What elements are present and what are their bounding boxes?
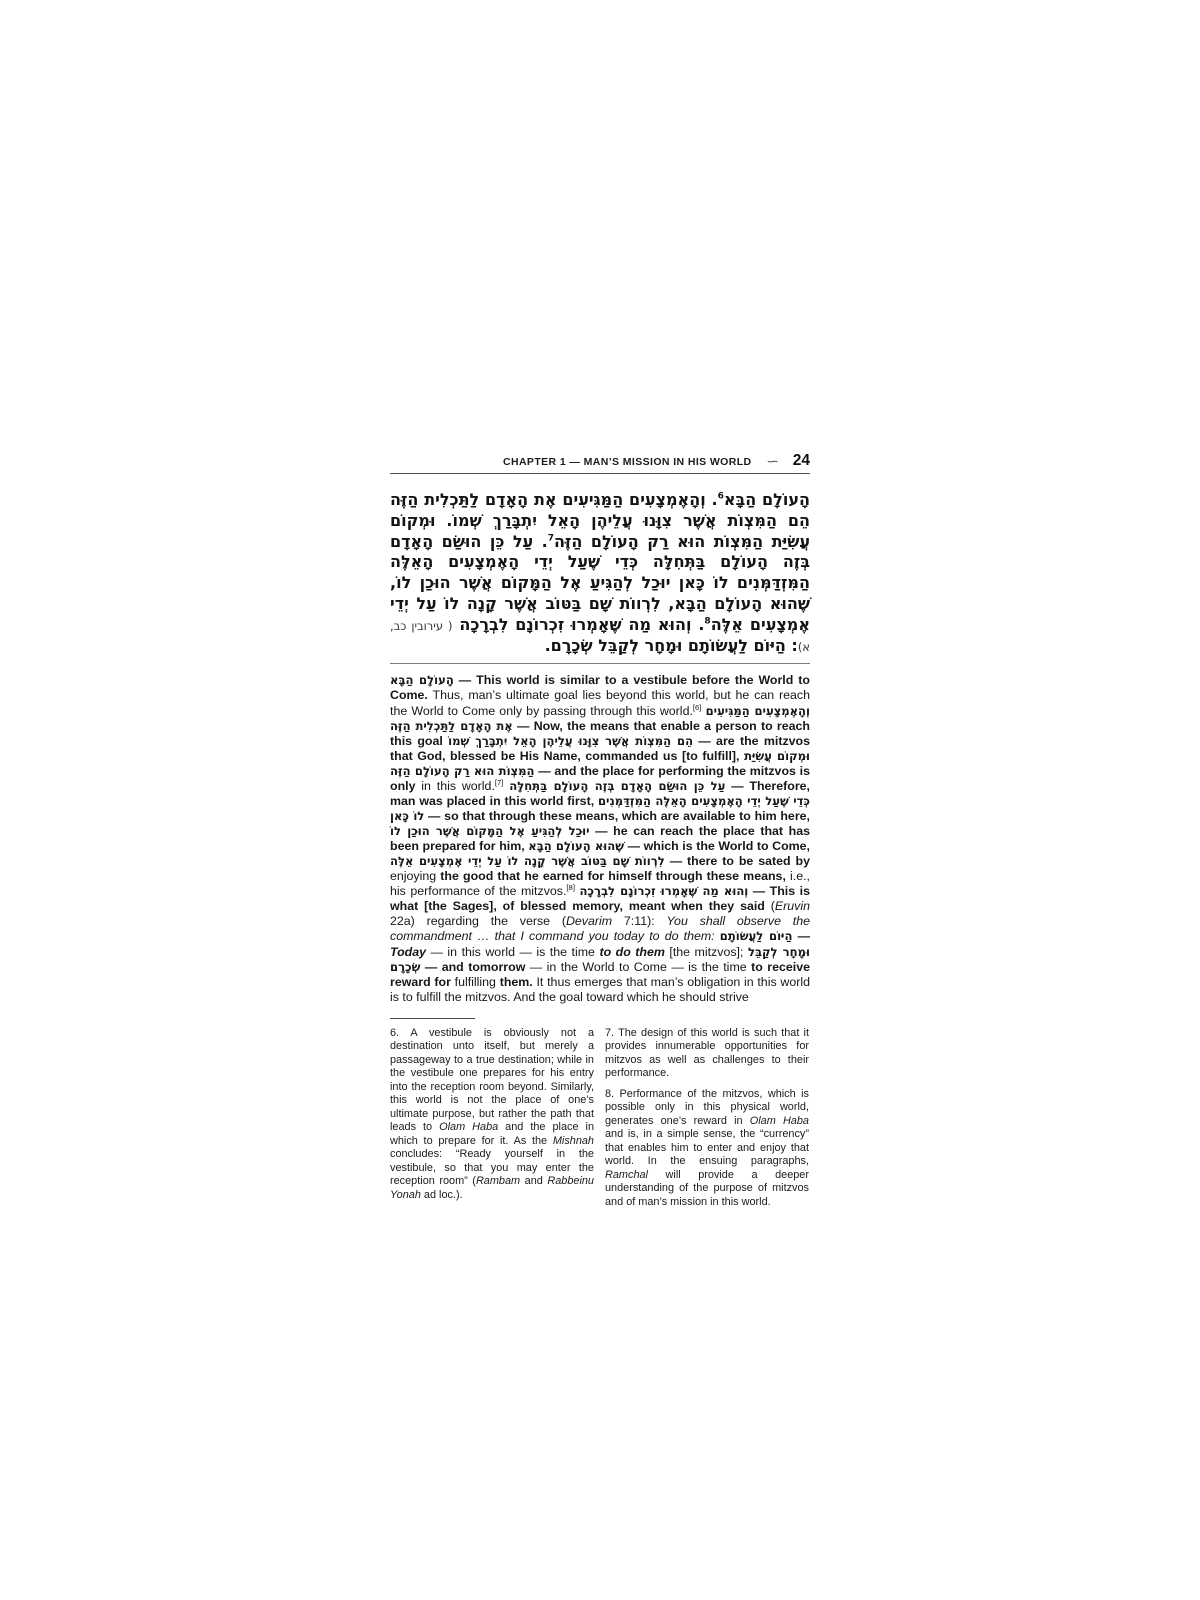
text-segment: — This world is similar to a vestibule before the World to Come. xyxy=(390,673,810,703)
text-segment: — in the World to Come — is the time xyxy=(525,959,752,974)
text-segment: — This is what [the Sages], of blessed memory, meant when they said xyxy=(390,884,810,914)
running-header xyxy=(390,452,810,474)
text-segment: You shall observe the commandment … that I command you today to do them: xyxy=(390,914,810,944)
text-segment: 7. The design of this world is such that it provides innumerable opportunities for mitzvos as well as challenges to their performance. xyxy=(605,1026,809,1080)
text-segment: them. xyxy=(499,974,533,989)
text-segment: Today xyxy=(390,944,427,959)
text-segment: — Therefore, man was placed in this world first, xyxy=(390,778,810,808)
text-segment: [the mitzvos]; xyxy=(664,944,748,959)
footnote-6 xyxy=(390,1027,594,1203)
text-segment: הֵם הַמִּצְוֹת אֲשֶׁר צִוָּנוּ עֲלֵיהֶן הָאֵל יִתְבָּרַךְ שְׁמוֹ xyxy=(448,733,694,748)
page-content xyxy=(390,452,810,1209)
text-segment: שֶׁהוּא הָעוֹלָם הַבָּא xyxy=(528,839,625,854)
footnote-separator xyxy=(390,1018,475,1019)
text-segment: Eruvin xyxy=(774,899,810,914)
text-segment: וּמְקוֹם עֲשִׂיַּת הַמִּצְוֹת הוּא רַק הָעוֹלָם הַזֶּה xyxy=(390,748,811,778)
text-segment: — which is the World to Come, xyxy=(624,839,811,854)
text-segment: — xyxy=(792,929,810,944)
footnotes-right-column xyxy=(605,1027,809,1210)
text-segment: fulfilling xyxy=(450,974,500,989)
footnotes-section xyxy=(390,1027,810,1210)
text-segment: in this world. xyxy=(415,778,495,793)
text-segment: [6] xyxy=(692,702,702,712)
text-segment: וּמָחָר לְקַבֵּל שְׂכָרָם xyxy=(390,944,810,974)
text-segment: : הַיּוֹם לַעֲשׂוֹתָם וּמָחָר לְקַבֵּל שְׂכָרָם. xyxy=(544,635,798,655)
text-segment: 8 xyxy=(704,616,711,627)
text-segment: Olam Haba xyxy=(439,1121,499,1134)
footnote-7 xyxy=(605,1027,809,1081)
text-segment: — Now, the means that enable a person to reach this goal xyxy=(390,718,810,748)
text-segment: הָעוֹלָם הַבָּא xyxy=(390,673,454,688)
text-segment: and xyxy=(520,1175,548,1188)
text-segment: הָעוֹלָם הַבָּא xyxy=(723,490,811,509)
text-segment: It thus emerges that man’s obligation in this world is to fulfill the mitzvos. And the goal toward which he should strive xyxy=(390,974,810,1004)
text-segment: — are the mitzvos that God, blessed be His Name, commanded us [to fulfill], xyxy=(390,733,810,763)
text-segment: — and tomorrow xyxy=(420,959,526,974)
text-segment: ( xyxy=(764,899,775,914)
text-segment: — he can reach the place that has been prepared for him, xyxy=(390,824,810,854)
text-segment: i.e., his performance of the mitzvos. xyxy=(390,869,810,899)
text-segment: Rambam xyxy=(475,1175,521,1188)
text-segment: כְּדֵי שֶׁעַל יְדֵי הָאֶמְצָעִים הָאֵלֶּה הַמִּזְדַּמְּנִים לוֹ כָּאן xyxy=(390,793,810,823)
text-segment: 7:11): xyxy=(612,914,667,929)
chapter-header-title: CHAPTER 1 — MAN’S MISSION IN HIS WORLD xyxy=(502,456,752,468)
text-segment: to do them xyxy=(599,944,665,959)
text-segment: . עַל כֵּן הוּשַׂם הָאָדָם בְּזֶה הָעוֹלָם בַּתְּחִלָּה כְּדֵי שֶׁעַל יְדֵי הָאֶמְצָעִים הָאֵלֶּה הַמִּזְדַּמְּנִים לוֹ כָּאן יוּכַל לְהַגִּיעַ אֶל הַמָּקוֹם אֲשֶׁר הוּכַן לוֹ, שֶׁהוּא הָעוֹלָם הַבָּא, לִרְווֹת שָׁם בַּטּוֹב אֲשֶׁר קָנָה לוֹ עַל יְדֵי אֶמְצָעִים אֵלֶּה xyxy=(390,531,811,634)
text-segment: to receive reward for xyxy=(390,959,810,989)
text-segment: 6. A vestibule is obviously not a destination unto itself, but merely a passageway to a true destination; while in the vestibule one prepares for his entry into the reception room beyond. Similarly, this world is not the place of one’s ultimate purpose, but rather the path that leads to xyxy=(390,1026,594,1134)
hebrew-source-paragraph xyxy=(390,490,810,656)
text-segment: וְהוּא מַה שֶּׁאָמְרוּ זִכְרוֹנָם לִבְרָכָה xyxy=(579,884,749,899)
text-segment: . וְהוּא מַה שֶּׁאָמְרוּ זִכְרוֹנָם לִבְרָכָה xyxy=(452,614,705,634)
page-number: 24 xyxy=(792,452,810,469)
text-segment: וְהָאֶמְצָעִים הַמַּגִּיעִים אֶת הָאָדָם לַתַּכְלִית הַזֶּה xyxy=(390,703,811,733)
text-segment: [7] xyxy=(494,777,504,787)
text-segment: 6 xyxy=(717,491,724,502)
text-segment: Rabbeinu Yonah xyxy=(390,1175,594,1201)
text-segment: 22a) regarding the verse ( xyxy=(390,914,566,929)
text-segment: ( עירובין כב, א) xyxy=(390,618,810,654)
text-segment: 8. Performance of the mitzvos, which is possible only in this physical world, generates one’s reward in xyxy=(605,1087,809,1127)
footnote-8 xyxy=(605,1088,809,1210)
text-segment: enjoying xyxy=(390,869,437,884)
text-segment: ad loc.). xyxy=(420,1188,463,1201)
footnotes-left-column xyxy=(390,1027,594,1210)
hebrew-translation-divider xyxy=(390,663,810,664)
text-segment: — there to be sated by xyxy=(664,854,810,869)
text-segment: concludes: “Ready yourself in the vestibule, so that you may enter the reception room” ( xyxy=(390,1148,594,1188)
text-segment: [8] xyxy=(566,883,575,893)
text-segment: Thus, man’s ultimate goal lies beyond this world, but he can reach the World to Come only by passing through this world. xyxy=(390,688,810,718)
text-segment: — and the place for performing the mitzvos is only xyxy=(390,763,810,793)
text-segment: — in this world — is the time xyxy=(426,944,600,959)
text-segment: Olam Haba xyxy=(749,1114,809,1127)
text-segment: הַיּוֹם לַעֲשׂוֹתָם xyxy=(719,929,793,944)
text-segment: לִרְווֹת שָׁם בַּטּוֹב אֲשֶׁר קָנָה לוֹ עַל יְדֵי אֶמְצָעִים אֵלֶּה xyxy=(390,854,665,869)
text-segment: . וְהָאֶמְצָעִים הַמַּגִּיעִים אֶת הָאָדָם לַתַּכְלִית הַזֶּה הֵם הַמִּצְוֹת אֲשֶׁר צִוָּנוּ עֲלֵיהֶן הָאֵל יִתְבָּרַךְ שְׁמוֹ. וּמְקוֹם עֲשִׂיַּת הַמִּצְוֹת הוּא רַק הָעוֹלָם הַזֶּה xyxy=(390,490,811,551)
text-segment: Mishnah xyxy=(552,1134,594,1147)
text-segment: עַל כֵּן הוּשַׂם הָאָדָם בְּזֶה הָעוֹלָם בַּתְּחִלָּה xyxy=(509,778,726,793)
text-segment: the good that he earned for himself through these means, xyxy=(436,869,786,884)
header-ornament-icon: ∽ xyxy=(765,456,779,468)
text-segment: — so that through these means, which are available to him here, xyxy=(424,808,810,823)
text-segment: Devarim xyxy=(565,914,613,929)
text-segment: and the place in which to prepare for it. As the xyxy=(390,1121,594,1147)
text-segment: 7 xyxy=(547,533,554,544)
text-segment: יוּכַל לְהַגִּיעַ אֶל הַמָּקוֹם אֲשֶׁר הוּכַן לוֹ xyxy=(390,824,590,838)
text-segment: will provide a deeper understanding of the purpose of mitzvos and of man’s mission in this world. xyxy=(605,1168,809,1208)
text-segment: Ramchal xyxy=(605,1168,648,1181)
translation-paragraph xyxy=(390,673,810,1004)
text-segment: and is, in a simple sense, the “currency” that enables him to enter and enjoy that world. In the ensuing paragraphs, xyxy=(605,1128,809,1168)
